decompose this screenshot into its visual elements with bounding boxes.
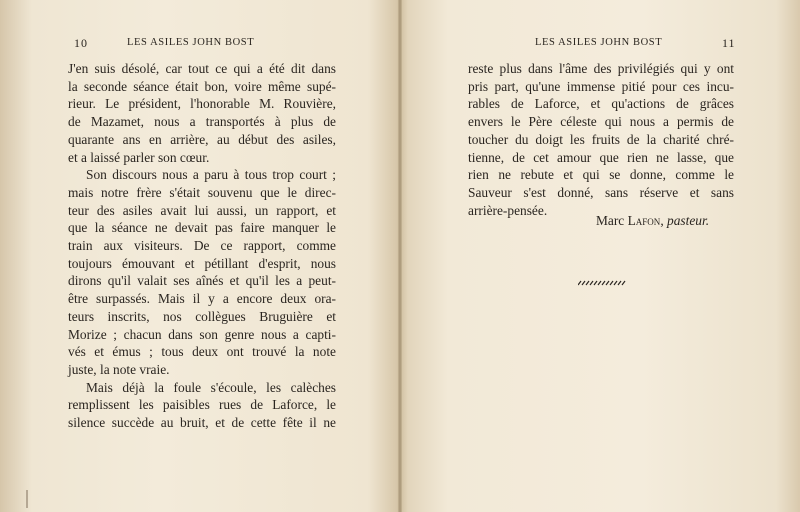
text-line: et a laissé parler son cœur. bbox=[68, 149, 210, 165]
running-head-left: LES ASILES JOHN BOST bbox=[127, 37, 255, 48]
signature: Marc Lafon, pasteur. bbox=[596, 213, 710, 228]
left-page bbox=[0, 0, 398, 512]
text-line: la seconde séance était bon, voire même supé- bbox=[68, 78, 336, 94]
text-line: toujours émouvant et pétillant d'esprit, nous bbox=[68, 255, 336, 271]
text-line: J'en suis désolé, car tout ce qui a été dit dans bbox=[68, 61, 336, 76]
text-line: vés et émus ; tous deux ont trouvé la note bbox=[68, 344, 336, 360]
text-line: juste, la note vraie. bbox=[68, 361, 170, 377]
section-ornament-icon bbox=[578, 280, 626, 286]
running-head-right: LES ASILES JOHN BOST bbox=[535, 37, 663, 48]
text-line: envers le Père céleste qui nous a permis de bbox=[468, 114, 734, 130]
right-page-body bbox=[468, 60, 734, 219]
text-line: teur des asiles avait lui aussi, un rapport, et bbox=[68, 202, 336, 218]
right-page bbox=[402, 0, 800, 512]
text-line: reste plus dans l'âme des privilégiés qui y ont bbox=[468, 61, 734, 76]
text-line: rieur. Le président, l'honorable M. Rouvière, bbox=[68, 96, 336, 112]
signature-surname: Lafon bbox=[627, 213, 661, 228]
text-line: de Mazamet, nous a transportés à plus de bbox=[68, 114, 336, 130]
text-line: silence succède au bruit, et de cette fête il ne bbox=[68, 415, 336, 431]
text-line: quarante ans en arrière, au début des asiles, bbox=[68, 131, 336, 147]
page-number-left: 10 bbox=[74, 36, 88, 50]
text-line: que la séance ne devait pas faire manquer le bbox=[68, 220, 336, 236]
left-page-body bbox=[68, 60, 336, 432]
text-line: Mais déjà la foule s'écoule, les calèches bbox=[86, 379, 336, 395]
text-line: tienne, de cet amour que rien ne lasse, que bbox=[468, 149, 734, 165]
text-line: rien ne rebute et qui se donne, comme le bbox=[468, 167, 734, 183]
page-edge-mark bbox=[26, 490, 28, 508]
text-line: pris part, qu'une immense pitié pour ces incu- bbox=[468, 78, 734, 94]
text-line: Sauveur s'est donné, sans réserve et sans bbox=[468, 184, 734, 200]
page-number-right: 11 bbox=[722, 36, 736, 50]
signature-role: pasteur. bbox=[667, 213, 710, 228]
text-line: arrière-pensée. bbox=[468, 202, 548, 218]
text-line: toucher du doigt les fruits de la charité chré- bbox=[468, 131, 734, 147]
text-line: train aux visiteurs. De ce rapport, comme bbox=[68, 238, 336, 254]
text-line: remplissent les paisibles rues de Laforce, le bbox=[68, 397, 336, 413]
text-line: être surpassés. Mais il y a encore deux ora- bbox=[68, 291, 336, 307]
text-line: Son discours nous a paru à tous trop court ; bbox=[86, 167, 336, 183]
text-line: mais notre frère s'était souvenu que le direc- bbox=[68, 184, 336, 200]
signature-first-name: Marc bbox=[596, 213, 625, 228]
text-line: rables de Laforce, et qu'actions de grâces bbox=[468, 96, 734, 112]
text-line: Morize ; chacun dans son genre nous a capti- bbox=[68, 326, 336, 342]
text-line: dirons qu'il valait ses aînés et qu'il les a peut- bbox=[68, 273, 336, 289]
text-line: teurs inscrits, nos collègues Bruguière et bbox=[68, 308, 336, 324]
